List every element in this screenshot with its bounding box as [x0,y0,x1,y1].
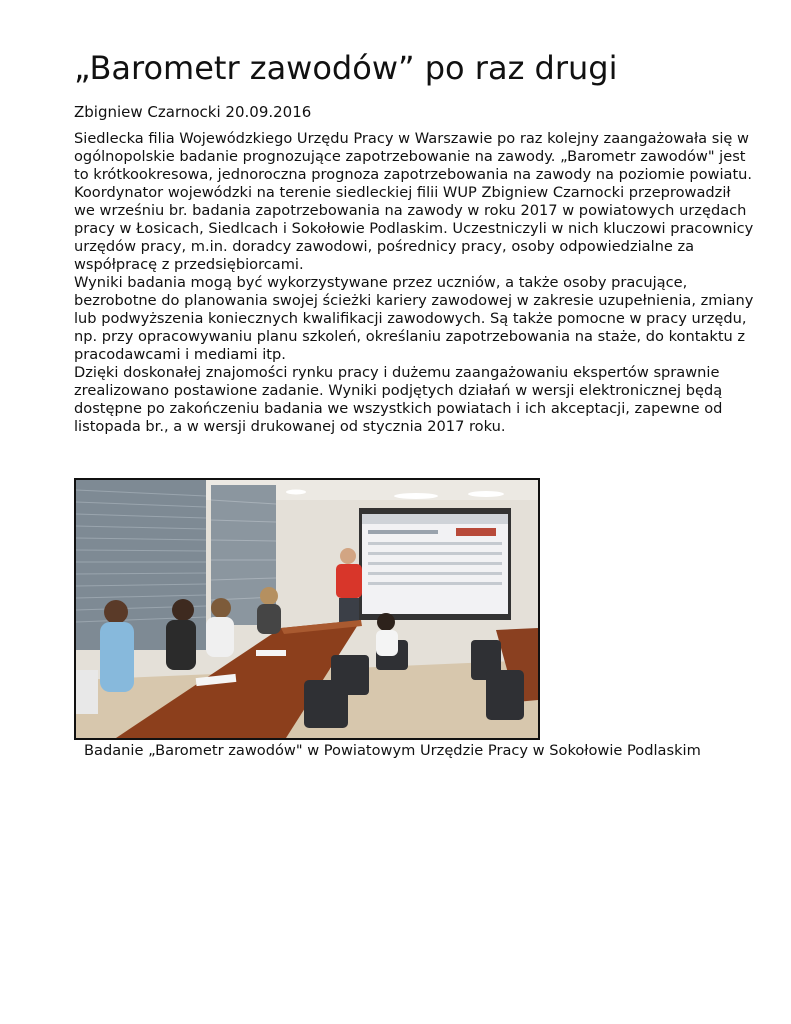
paragraph: Dzięki doskonałej znajomości rynku pracy i dużemu zaangażowaniu ekspertów sprawnie zrealizowano postawione zadanie. Wyniki podjętych działań w wersji elektronicznej będą dostępne po zakończeniu badania we wszystkich powiatach i ich akceptacji, zapewne od listopada br., a w wersji drukowanej od stycznia 2017 roku. [74,364,723,435]
meeting-photo [74,478,540,740]
article-body [74,130,754,436]
article [74,46,754,759]
article-title: „Barometr zawodów” po raz drugi [74,49,618,87]
article-byline: Zbigniew Czarnocki 20.09.2016 [74,103,312,121]
photo-caption: Badanie „Barometr zawodów" w Powiatowym Urzędzie Pracy w Sokołowie Podlaskim [84,742,701,759]
paragraph: Koordynator wojewódzki na terenie siedleckiej filii WUP Zbigniew Czarnocki przeprowadził we wrześniu br. badania zapotrzebowania na zawody w roku 2017 w powiatowych urzędach pracy w Łosicach, Siedlcach i Sokołowie Podlaskim. Uczestniczyli w nich kluczowi pracownicy urzędów pracy, m.in. doradcy zawodowi, pośrednicy pracy, osoby odpowiedzialne za współpracę z przedsiębiorcami. [74,184,754,273]
paragraph: Wyniki badania mogą być wykorzystywane przez uczniów, a także osoby pracujące, bezrobotne do planowania swojej ścieżki kariery zawodowej w zakresie uzupełnienia, zmiany lub podwyższenia koniecznych kwalifikacji zawodowych. Są także pomocne w pracy urzędu, np. przy opracowywaniu planu szkoleń, określaniu zapotrzebowania na staże, do kontaktu z pracodawcami i mediami itp. [74,274,754,363]
paragraph: Siedlecka filia Wojewódzkiego Urzędu Pracy w Warszawie po raz kolejny zaangażowała się w ogólnopolskie badanie prognozujące zapotrzebowanie na zawody. „Barometr zawodów" jest to krótkookresowa, jednoroczna prognoza zapotrzebowania na zawody na poziomie powiatu. [74,130,753,183]
